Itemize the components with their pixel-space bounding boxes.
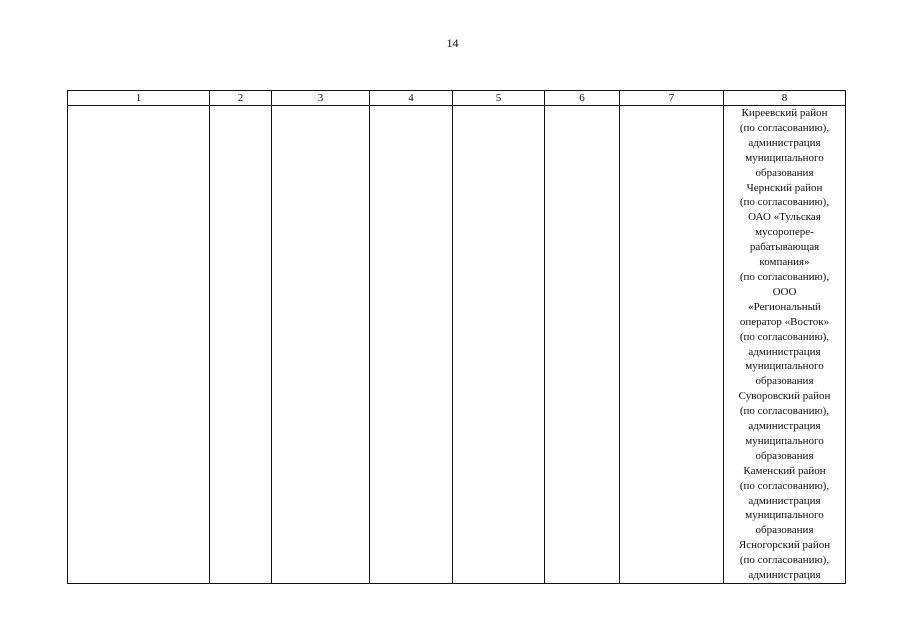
cell-col-7 bbox=[620, 106, 724, 584]
cell-text-line: рабатывающая bbox=[749, 241, 820, 254]
cell-text-line: (по согласованию), bbox=[739, 479, 830, 492]
column-header-8: 8 bbox=[724, 91, 846, 106]
cell-text-line: образования bbox=[755, 375, 814, 388]
cell-text-line: администрация bbox=[748, 494, 821, 507]
cell-text-line: администрация bbox=[748, 569, 821, 582]
document-table bbox=[67, 90, 846, 584]
cell-text-line: Суворовский район bbox=[738, 390, 831, 403]
cell-text-line: ООО bbox=[772, 285, 797, 298]
cell-text-line: Каменский район bbox=[743, 464, 826, 477]
cell-text-line: образования bbox=[755, 449, 814, 462]
column-header-2: 2 bbox=[210, 91, 272, 106]
column-header-6: 6 bbox=[545, 91, 620, 106]
cell-col-1 bbox=[68, 106, 210, 584]
cell-text-line: (по согласованию), bbox=[739, 270, 830, 283]
cell-text-line: ОАО «Тульская bbox=[748, 211, 821, 224]
column-header-1: 1 bbox=[68, 91, 210, 106]
cell-text-line: образования bbox=[755, 524, 814, 537]
header-row bbox=[68, 91, 846, 106]
column-header-5: 5 bbox=[453, 91, 545, 106]
column-header-7: 7 bbox=[620, 91, 724, 106]
cell-text-line: (по согласованию), bbox=[739, 554, 830, 567]
cell-col-5 bbox=[453, 106, 545, 584]
cell-text-line: муниципального bbox=[745, 509, 824, 522]
cell-col-4 bbox=[370, 106, 453, 584]
cell-text-line: мусоропере- bbox=[755, 226, 814, 239]
cell-col-2 bbox=[210, 106, 272, 584]
cell-text-line: Чернский район bbox=[746, 181, 823, 194]
cell-text-line: оператор «Восток» bbox=[739, 315, 830, 328]
page-number: 14 bbox=[446, 36, 459, 50]
column-header-4: 4 bbox=[370, 91, 453, 106]
cell-col-8 bbox=[724, 106, 846, 584]
cell-text-line: (по согласованию), bbox=[739, 196, 830, 209]
cell-col-3 bbox=[272, 106, 370, 584]
column-header-3: 3 bbox=[272, 91, 370, 106]
cell-text-line: муниципального bbox=[745, 360, 824, 373]
responsible-parties-text bbox=[724, 106, 845, 583]
cell-text-line: «Региональный bbox=[748, 300, 821, 313]
cell-text-line: образования bbox=[755, 166, 814, 179]
table-row bbox=[68, 106, 846, 584]
cell-text-line: администрация bbox=[748, 420, 821, 433]
cell-col-6 bbox=[545, 106, 620, 584]
cell-text-line: Ясногорский район bbox=[738, 539, 831, 552]
cell-text-line: (по согласованию), bbox=[739, 121, 830, 134]
cell-text-line: муниципального bbox=[745, 434, 824, 447]
cell-text-line: Киреевский район bbox=[741, 107, 828, 119]
cell-text-line: компания» bbox=[759, 256, 810, 269]
cell-text-line: (по согласованию), bbox=[739, 330, 830, 343]
cell-text-line: (по согласованию), bbox=[739, 405, 830, 418]
cell-text-line: администрация bbox=[748, 136, 821, 149]
cell-text-line: муниципального bbox=[745, 151, 824, 164]
cell-text-line: администрация bbox=[748, 345, 821, 358]
